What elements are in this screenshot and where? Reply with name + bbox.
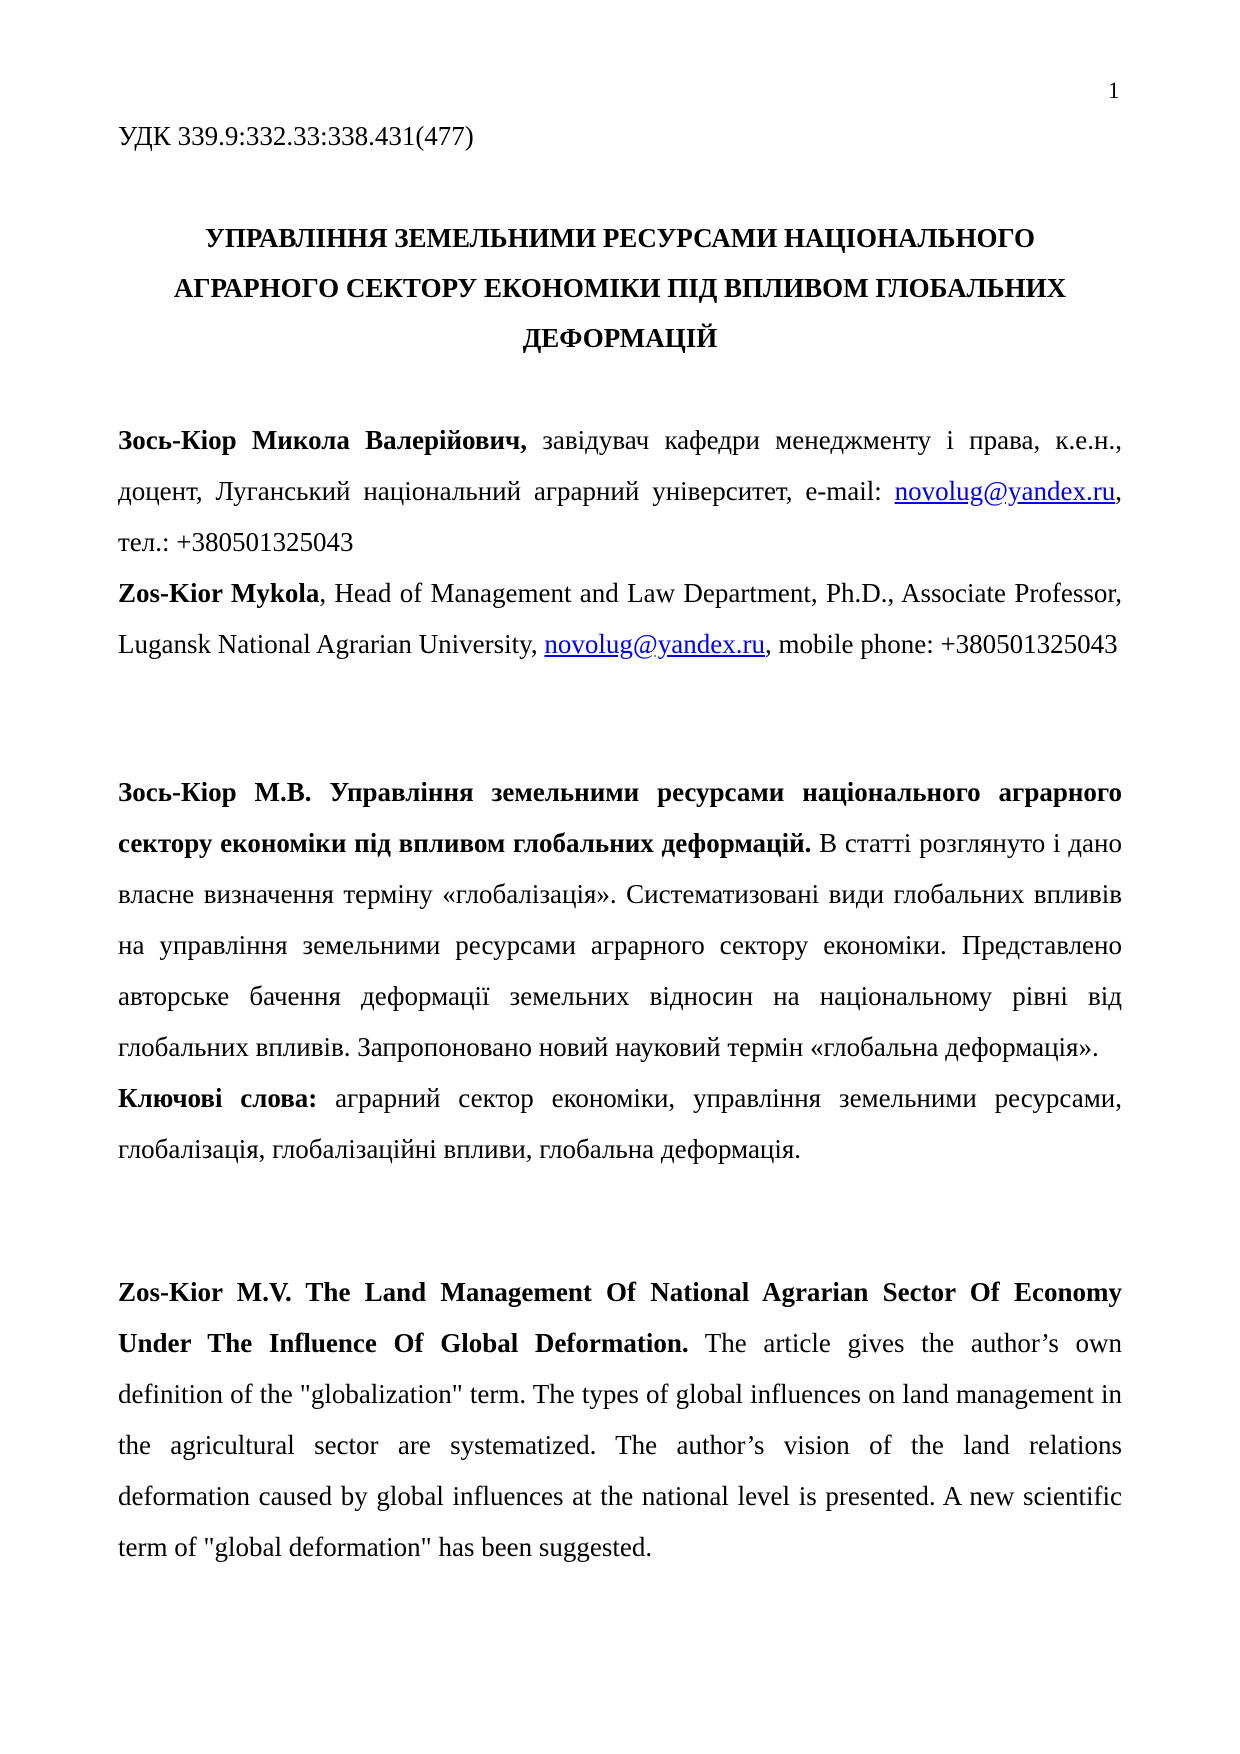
author-ua-name: Зось-Кіор Микола Валерійович, (118, 425, 527, 455)
abstract-ukrainian (118, 767, 1122, 1175)
keywords-paragraph (118, 1073, 1122, 1175)
author-ua-paragraph (118, 415, 1122, 568)
author-ua-phone: , тел.: +380501325043 (118, 476, 1122, 557)
udk-code: УДК 339.9:332.33:338.431(477) (118, 121, 474, 151)
abstract-en-paragraph (118, 1267, 1122, 1573)
keywords-text: аграрний сектор економіки, управління земельними ресурсами, глобалізація, глобалізаційні впливи, глобальна деформація. (118, 1083, 1123, 1164)
abstract-ua-paragraph (118, 767, 1122, 1073)
title-line-2: АГРАРНОГО СЕКТОРУ ЕКОНОМІКИ ПІД ВПЛИВОМ ГЛОБАЛЬНИХ (173, 273, 1067, 303)
author-en-email-link[interactable]: novolug@yandex.ru (544, 629, 765, 659)
title-line-3: ДЕФОРМАЦІЙ (522, 323, 718, 353)
author-ua-email-link[interactable]: novolug@yandex.ru (894, 476, 1116, 506)
abstract-en-citation: Zos-Kior M.V. The Land Management Of National Agrarian Sector Of Economy Under The Influence Of Global Deformation. (118, 1277, 1122, 1358)
abstract-ua-citation: Зось-Кіор М.В. Управління земельними ресурсами національного аграрного сектору економіки під впливом глобальних деформацій. (118, 777, 1122, 858)
abstract-ua-text: В статті розглянуто і дано власне визначення терміну «глобалізація». Систематизовані види глобальних впливів на управління земельними ресурсами аграрного сектору економіки. Представлено авторське бачення деформації земельних відносин на національному рівні від глобальних впливів. Запропоновано новий науковий термін «глобальна деформація». (118, 828, 1122, 1062)
abstract-en-text: The article gives the author’s own definition of the "globalization" term. The types of global influences on land management in the agricultural sector are systematized. The author’s vision of the land relations deformation caused by global influences at the national level is presented. A new scientific term of "global deformation" has been suggested. (118, 1328, 1122, 1562)
author-info (118, 415, 1122, 670)
title-line-1: УПРАВЛІННЯ ЗЕМЕЛЬНИМИ РЕСУРСАМИ НАЦІОНАЛЬНОГО (205, 223, 1035, 253)
keywords-label: Ключові слова: (118, 1083, 318, 1113)
author-en-name: Zos-Kior Mykola (118, 578, 320, 608)
author-en-paragraph (118, 568, 1122, 670)
author-ua-position: завідувач кафедри менеджменту і права, к.е.н., доцент, Луганський національний аграрний університет, e-mail: (118, 425, 1122, 506)
author-en-phone: , mobile phone: +380501325043 (764, 629, 1118, 659)
article-title (118, 213, 1122, 363)
abstract-english (118, 1267, 1122, 1573)
page-number: 1 (1108, 78, 1120, 103)
author-en-position: , Head of Management and Law Department, Ph.D., Associate Professor, Lugansk National Agrarian University, (118, 578, 1122, 659)
